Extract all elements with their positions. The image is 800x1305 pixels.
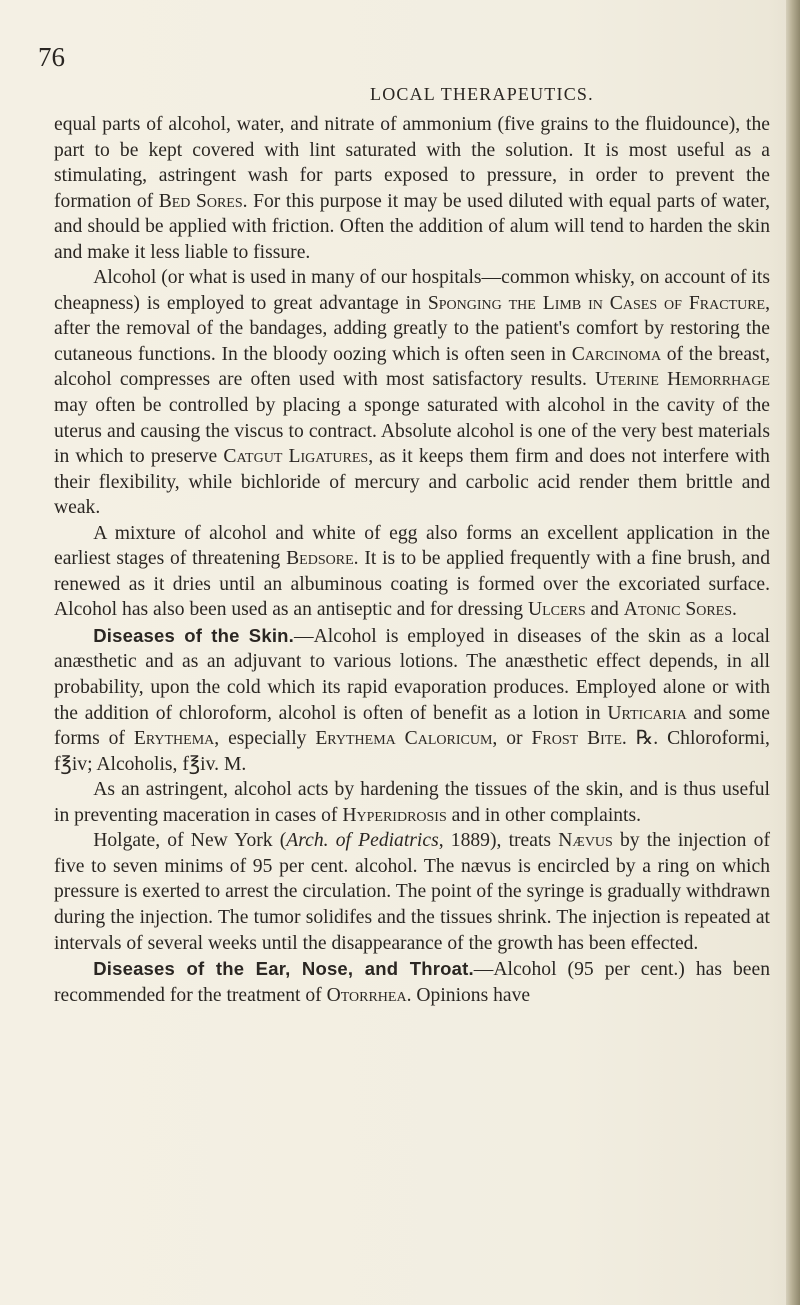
text-run: , especially [214, 728, 316, 750]
term-catgut-ligatures: Catgut Ligatures [223, 446, 369, 468]
text-run: . Opinions have [406, 984, 531, 1006]
paragraph-bedsore [54, 521, 770, 623]
term-otorrhea: Otorrhea [326, 984, 407, 1006]
text-run: , 1889), treats [438, 830, 559, 852]
text-run: —Alcohol (95 per cent.) has been recommended for the treatment of [54, 959, 770, 1006]
term-hyperidrosis: Hyperidrosis [342, 804, 447, 826]
term-ulcers: Ulcers [527, 599, 586, 621]
text-run: , or [492, 728, 532, 750]
term-urticaria: Urticaria [607, 702, 687, 724]
term-sponging: Sponging the Limb in Cases of Fracture [427, 292, 766, 314]
text-run: . It is to be applied frequently with a fine brush, and renewed as it dries until an albuminous coating is formed over the excoriated surface. Alcohol has also been used as an antiseptic and for dressing [54, 548, 770, 621]
paragraph-naevus [54, 828, 770, 956]
text-run: , as it keeps them firm and does not interfere with their flexibility, while bichloride of mercury and carbolic acid render them brittle and weak. [54, 446, 770, 519]
text-run: by the injection of five to seven minims of 95 per cent. alcohol. The nævus is encircled by a ring on which pressure is exerted to arrest the circulation. The point of the syringe is gradually withdrawn during the injection. The tumor solidifes and the tissues shrink. The injection is repeated at intervals of several weeks until the disappearance of the growth has been effected. [54, 830, 770, 954]
text-run: , after the removal of the bandages, adding greatly to the patient's comfort by restoring the cutaneous functions. In the bloody oozing which is often seen in [54, 292, 770, 365]
page-number: 76 [38, 42, 65, 72]
text-run: and [585, 599, 624, 621]
text-run: As an astringent, alcohol acts by hardening the tissues of the skin, and is thus useful in preventing maceration in cases of [54, 779, 770, 826]
text-run: . ℞. Chloroformi, f℥iv; Alcoholis, f℥iv. M. [54, 728, 770, 775]
term-uterine-hemorrhage: Uterine Hemorrhage [595, 369, 770, 391]
term-bedsore: Bedsore [286, 548, 354, 570]
term-frost-bite: Frost Bite [531, 728, 622, 750]
text-run: . For this purpose it may be used diluted with equal parts of water, and should be applied with friction. Often the addition of alum will tend to harden the skin and make it less liable to fissure. [54, 190, 770, 263]
text-run: equal parts of alcohol, water, and nitrate of ammonium (five grains to the fluidounce), the part to be kept covered with lint saturated with the solution. It is most useful as a stimulating, astringent wash for parts exposed to pressure, in order to prevent the formation of [54, 114, 770, 212]
term-erythema-caloricum: Erythema Caloricum [315, 728, 493, 750]
term-naevus: Nævus [558, 830, 613, 852]
page-edge [786, 0, 800, 1305]
term-carcinoma: Carcinoma [571, 343, 662, 365]
text-run: Holgate, of New York ( [93, 830, 287, 852]
paragraph-bed-sores [54, 112, 770, 265]
text-run: A mixture of alcohol and white of egg also forms an excellent application in the earliest stages of threatening [54, 522, 770, 570]
text-run: Alcohol (or what is used in many of our hospitals—common whisky, on account of its cheapness) is employed to great advantage in [54, 267, 770, 314]
body-text [54, 112, 770, 1008]
text-run: may often be controlled by placing a sponge saturated with alcohol in the cavity of the uterus and causing the viscus to contract. Absolute alcohol is one of the very best materials in which to preserve [54, 395, 770, 468]
text-run: . [732, 599, 737, 621]
term-atonic-sores: Atonic Sores [623, 599, 733, 621]
paragraph-astringent [54, 777, 770, 828]
paragraph-sponging [54, 265, 770, 520]
text-run: —Alcohol is employed in diseases of the skin as a local anæsthetic and as an adjuvant to various lotions. The anæsthetic effect depends, in all probability, upon the cold which its rapid evaporation produces. Employed alone or with the addition of chloroform, alcohol is often of benefit as a lotion in [54, 625, 770, 724]
term-erythema: Erythema [133, 728, 215, 750]
paragraph-skin [54, 623, 770, 777]
term-bed-sores: Bed Sores [158, 190, 243, 212]
citation-title: Arch. of Pediatrics [286, 830, 439, 852]
text-run: of the breast, alcohol compresses are often used with most satisfactory results. [54, 343, 770, 391]
running-title: LOCAL THERAPEUTICS. [370, 84, 594, 104]
text-run: and in other complaints. [446, 804, 642, 826]
text-run: and some forms of [54, 702, 770, 750]
section-heading-ear-nose-throat: Diseases of the Ear, Nose, and Throat. [93, 958, 474, 980]
paragraph-ear-nose-throat [54, 956, 770, 1008]
section-heading-skin: Diseases of the Skin. [93, 624, 295, 646]
